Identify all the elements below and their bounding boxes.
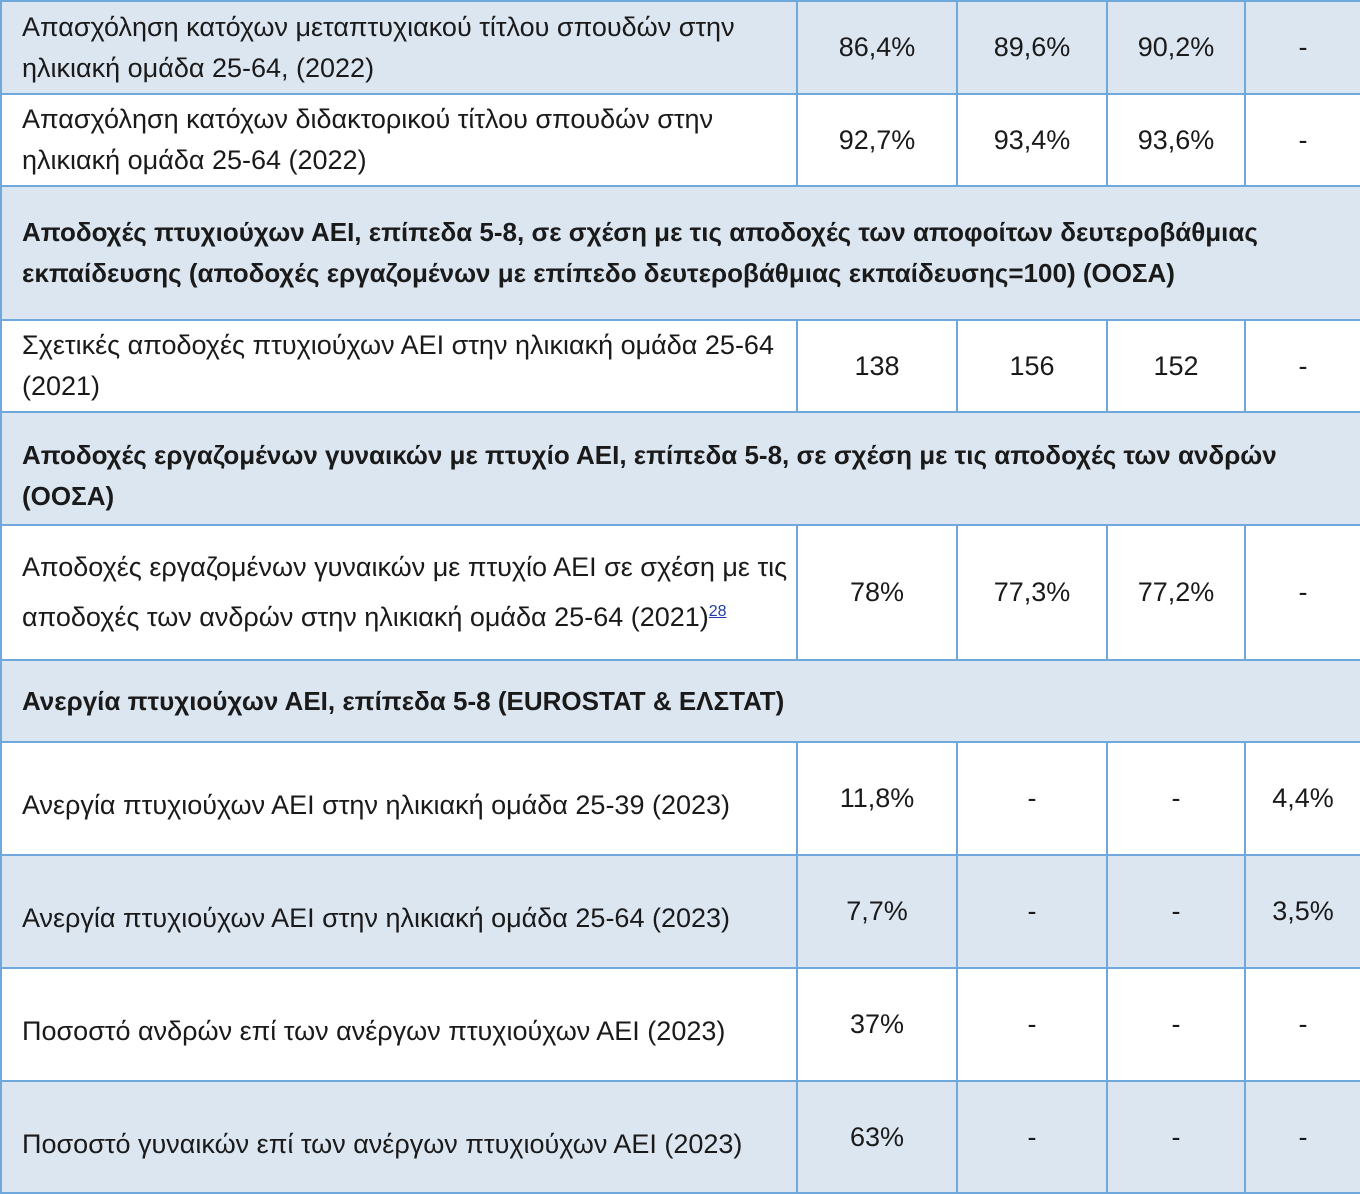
value-cell: 63% [797, 1081, 957, 1193]
value-cell: 90,2% [1107, 1, 1245, 94]
table-row [1, 1, 1360, 94]
value-cell: - [1245, 320, 1360, 412]
row-label [1, 525, 797, 660]
table-row [1, 855, 1360, 968]
section-heading: Αποδοχές πτυχιούχων ΑΕΙ, επίπεδα 5-8, σε σχέση με τις αποδοχές των αποφοίτων δευτεροβάθμιας εκπαίδευσης (αποδοχές εργαζομένων με επίπεδο δευτεροβάθμιας εκπαίδευσης=100) (ΟΟΣΑ) [1, 186, 1360, 320]
table-row [1, 525, 1360, 660]
value-cell: 7,7% [797, 855, 957, 968]
section-header-row [1, 660, 1360, 742]
section-header-row [1, 186, 1360, 320]
value-cell: - [957, 968, 1107, 1081]
row-label: Ανεργία πτυχιούχων ΑΕΙ στην ηλικιακή ομάδα 25-64 (2023) [1, 855, 797, 968]
value-cell: - [957, 742, 1107, 855]
row-label: Ανεργία πτυχιούχων ΑΕΙ στην ηλικιακή ομάδα 25-39 (2023) [1, 742, 797, 855]
table-row [1, 94, 1360, 186]
value-cell: - [1245, 1, 1360, 94]
value-cell: - [1107, 1081, 1245, 1193]
value-cell: - [1107, 742, 1245, 855]
footnote-link[interactable]: 28 [708, 603, 727, 620]
value-cell: - [957, 855, 1107, 968]
value-cell: - [1245, 525, 1360, 660]
value-cell: 156 [957, 320, 1107, 412]
section-heading: Ανεργία πτυχιούχων ΑΕΙ, επίπεδα 5-8 (EUROSTAT & ΕΛΣΤΑΤ) [1, 660, 1360, 742]
row-label: Ποσοστό γυναικών επί των ανέργων πτυχιούχων ΑΕΙ (2023) [1, 1081, 797, 1193]
value-cell: 4,4% [1245, 742, 1360, 855]
row-label: Απασχόληση κατόχων διδακτορικού τίτλου σπουδών στην ηλικιακή ομάδα 25-64 (2022) [1, 94, 797, 186]
value-cell: 92,7% [797, 94, 957, 186]
value-cell: - [1107, 968, 1245, 1081]
row-label: Απασχόληση κατόχων μεταπτυχιακού τίτλου σπουδών στην ηλικιακή ομάδα 25-64, (2022) [1, 1, 797, 94]
value-cell: 11,8% [797, 742, 957, 855]
value-cell: 93,6% [1107, 94, 1245, 186]
value-cell: 138 [797, 320, 957, 412]
value-cell: - [1245, 968, 1360, 1081]
value-cell: 37% [797, 968, 957, 1081]
value-cell: 77,2% [1107, 525, 1245, 660]
value-cell: - [1245, 1081, 1360, 1193]
value-cell: 89,6% [957, 1, 1107, 94]
value-cell: 78% [797, 525, 957, 660]
section-header-row [1, 412, 1360, 525]
value-cell: - [957, 1081, 1107, 1193]
table-row [1, 742, 1360, 855]
value-cell: - [1107, 855, 1245, 968]
table-row [1, 1081, 1360, 1193]
value-cell: 93,4% [957, 94, 1107, 186]
row-label: Σχετικές αποδοχές πτυχιούχων ΑΕΙ στην ηλικιακή ομάδα 25-64 (2021) [1, 320, 797, 412]
value-cell: 77,3% [957, 525, 1107, 660]
table-row [1, 320, 1360, 412]
row-label-text: Αποδοχές εργαζομένων γυναικών με πτυχίο ΑΕΙ σε σχέση με τις αποδοχές των ανδρών στην ηλικιακή ομάδα 25-64 (2021) [22, 552, 788, 632]
table-row [1, 968, 1360, 1081]
value-cell: 3,5% [1245, 855, 1360, 968]
value-cell: - [1245, 94, 1360, 186]
value-cell: 152 [1107, 320, 1245, 412]
section-heading: Αποδοχές εργαζομένων γυναικών με πτυχίο ΑΕΙ, επίπεδα 5-8, σε σχέση με τις αποδοχές των ανδρών (ΟΟΣΑ) [1, 412, 1360, 525]
value-cell: 86,4% [797, 1, 957, 94]
row-label: Ποσοστό ανδρών επί των ανέργων πτυχιούχων ΑΕΙ (2023) [1, 968, 797, 1081]
